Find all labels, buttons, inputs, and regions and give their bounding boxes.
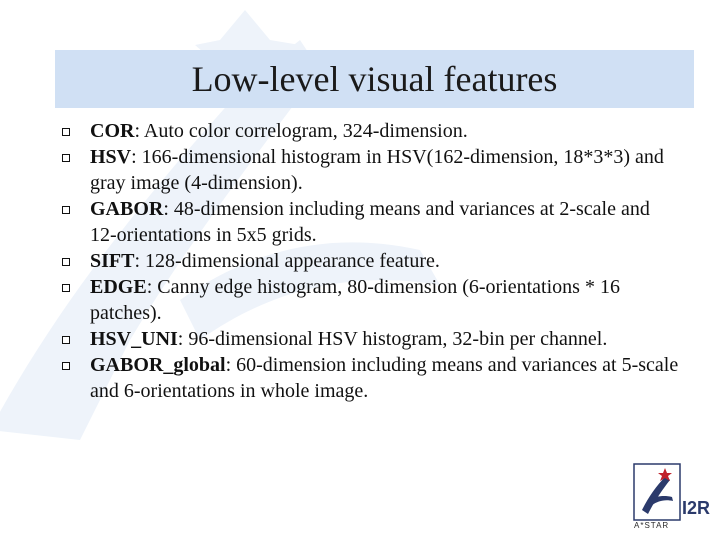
feature-description: : 60-dimension including means and variances at 5-scale and 6-orientations in whole image. [90,354,679,402]
feature-description: : 166-dimensional histogram in HSV(162-dimension, 18*3*3) and gray image (4-dimension). [90,146,664,194]
feature-description: : 48-dimension including means and variances at 2-scale and 12-orientations in 5x5 grids. [90,198,650,246]
feature-name: SIFT [90,250,135,272]
feature-description: : 128-dimensional appearance feature. [134,250,440,272]
feature-list [60,118,680,404]
feature-description: : Canny edge histogram, 80-dimension (6-orientations * 16 patches). [90,276,620,324]
feature-name: EDGE [90,276,147,298]
feature-description: : 96-dimensional HSV histogram, 32-bin per channel. [177,328,608,350]
list-item [60,144,680,196]
list-item [60,118,680,144]
feature-name: HSV_UNI [90,328,178,350]
slide-title: Low-level visual features [191,59,558,99]
square-bullet-icon [62,154,70,162]
list-item [60,352,680,404]
square-bullet-icon [62,284,70,292]
square-bullet-icon [62,206,70,214]
square-bullet-icon [62,362,70,370]
feature-description: : Auto color correlogram, 324-dimension. [134,120,468,142]
i2r-logo-text: I2R [682,498,711,518]
feature-name: GABOR [90,198,164,220]
list-item [60,196,680,248]
feature-name: HSV [90,146,132,168]
astar-logo-text: A*STAR [634,521,670,530]
square-bullet-icon [62,336,70,344]
square-bullet-icon [62,258,70,266]
feature-name: COR [90,120,135,142]
list-item [60,248,680,274]
list-item [60,274,680,326]
feature-name: GABOR_global [90,354,226,376]
square-bullet-icon [62,128,70,136]
list-item [60,326,680,352]
